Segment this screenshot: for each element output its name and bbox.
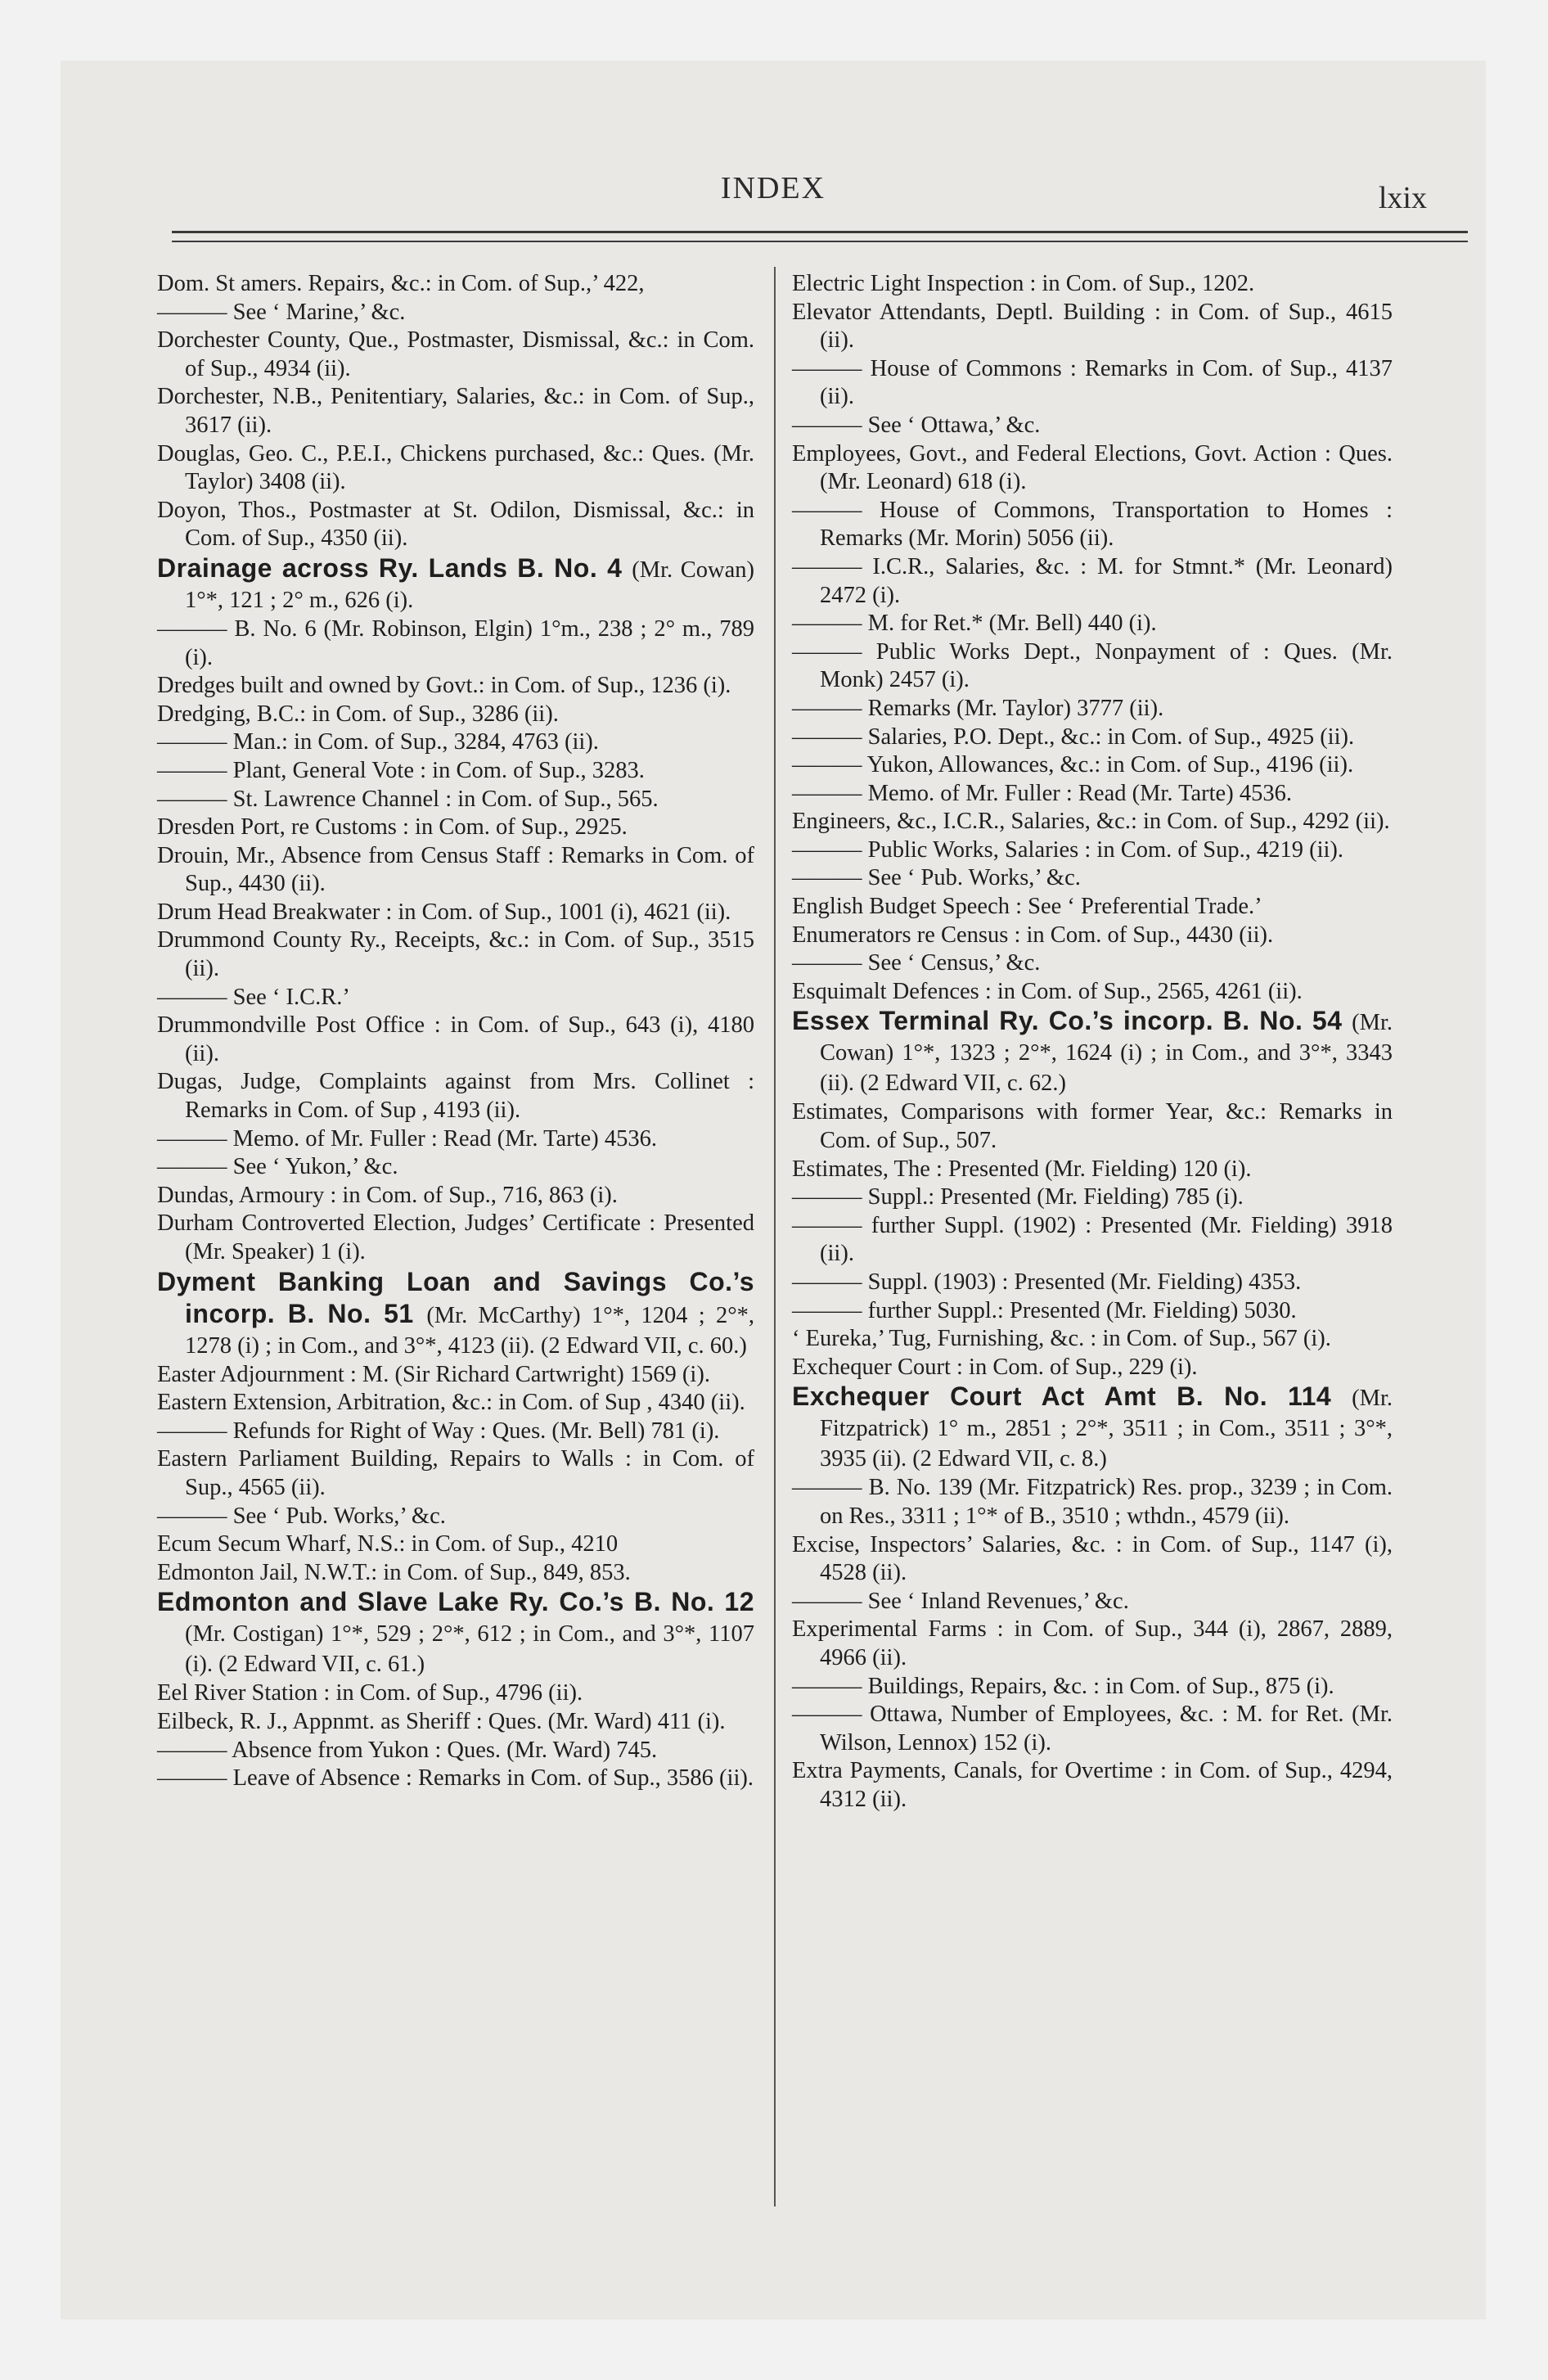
bill-title: Essex Terminal Ry. Co.’s incorp. B. No. 54	[792, 1006, 1352, 1036]
bill-title: Exchequer Court Act Amt B. No. 114	[792, 1382, 1352, 1412]
index-entry: Employees, Govt., and Federal Elections, Govt. Action : Ques. (Mr. Leonard) 618 (i).	[792, 440, 1393, 495]
index-entry: ——— B. No. 6 (Mr. Robinson, Elgin) 1°m., 238 ; 2° m., 789 (i).	[157, 615, 754, 670]
index-entry-bill: Essex Terminal Ry. Co.’s incorp. B. No. 54 (Mr. Cowan) 1°*, 1323 ; 2°*, 1624 (i) ; in Com., and 3°*, 3343 (ii). (2 Edward VII, c. 62.)	[792, 1006, 1393, 1097]
index-entry: ——— See ‘ I.C.R.’	[157, 984, 350, 1010]
index-entry: Eastern Extension, Arbitration, &c.: in Com. of Sup , 4340 (ii).	[157, 1390, 745, 1416]
index-entry: Eel River Station : in Com. of Sup., 4796 (ii).	[157, 1680, 583, 1706]
index-entry-bill: Drainage across Ry. Lands B. No. 4 (Mr. Cowan) 1°*, 121 ; 2° m., 626 (i).	[157, 552, 755, 613]
index-entry-bill: Edmonton and Slave Lake Ry. Co.’s B. No. 12 (Mr. Costigan) 1°*, 529 ; 2°*, 612 ; in Com., and 3°*, 1107 (i). (2 Edward VII, c. 61.)	[157, 1587, 754, 1678]
index-entry: ‘ Eureka,’ Tug, Furnishing, &c. : in Com. of Sup., 567 (i).	[792, 1326, 1331, 1352]
index-entry: ——— St. Lawrence Channel : in Com. of Sup., 565.	[157, 786, 659, 812]
index-entry: Estimates, Comparisons with former Year, &c.: Remarks in Com. of Sup., 507.	[792, 1099, 1393, 1154]
index-entry: Exchequer Court : in Com. of Sup., 229 (i).	[792, 1354, 1198, 1380]
index-entry: Enumerators re Census : in Com. of Sup., 4430 (ii).	[792, 922, 1274, 948]
header-rule-thin	[172, 241, 1468, 242]
index-entry-bill: Exchequer Court Act Amt B. No. 114 (Mr. Fitzpatrick) 1° m., 2851 ; 2°*, 3511 ; in Com., 3511 ; 3°*, 3935 (ii). (2 Edward VII, c. 8.)	[792, 1382, 1393, 1472]
bill-title: Edmonton and Slave Lake Ry. Co.’s B. No. 12	[157, 1587, 754, 1617]
index-entry-bill: Dyment Banking Loan and Savings Co.’s incorp. B. No. 51 (Mr. McCarthy) 1°*, 1204 ; 2°*, 1278 (i) ; in Com., and 3°*, 4123 (ii). (2 Edward VII, c. 60.)	[157, 1266, 754, 1359]
left-column	[157, 270, 754, 1793]
bill-title: Drainage across Ry. Lands B. No. 4	[157, 552, 632, 583]
index-entry: Edmonton Jail, N.W.T.: in Com. of Sup., 849, 853.	[157, 1559, 631, 1585]
index-entry: Estimates, The : Presented (Mr. Fielding) 120 (i).	[792, 1156, 1252, 1182]
index-entry: Esquimalt Defences : in Com. of Sup., 2565, 4261 (ii).	[792, 978, 1303, 1004]
index-entry: Dorchester County, Que., Postmaster, Dismissal, &c.: in Com. of Sup., 4934 (ii).	[157, 327, 754, 381]
index-entry: ——— House of Commons, Transportation to Homes : Remarks (Mr. Morin) 5056 (ii).	[792, 497, 1393, 552]
index-entry: Ecum Secum Wharf, N.S.: in Com. of Sup., 4210	[157, 1531, 619, 1557]
index-entry: ——— Public Works Dept., Nonpayment of : Ques. (Mr. Monk) 2457 (i).	[792, 638, 1393, 693]
index-entry: Excise, Inspectors’ Salaries, &c. : in Com. of Sup., 1147 (i), 4528 (ii).	[792, 1531, 1393, 1586]
index-entry: ——— See ‘ Yukon,’ &c.	[157, 1154, 398, 1180]
index-entry: Dorchester, N.B., Penitentiary, Salaries, &c.: in Com. of Sup., 3617 (ii).	[157, 384, 754, 438]
index-entry: Drummond County Ry., Receipts, &c.: in Com. of Sup., 3515 (ii).	[157, 927, 754, 982]
index-entry: ——— further Suppl.: Presented (Mr. Fielding) 5030.	[792, 1297, 1297, 1323]
index-entry: ——— See ‘ Pub. Works,’ &c.	[157, 1503, 446, 1529]
bill-title: Dyment Banking Loan and Savings Co.’s incorp. B. No. 51	[157, 1266, 754, 1328]
index-entry: Experimental Farms : in Com. of Sup., 344 (i), 2867, 2889, 4966 (ii).	[792, 1616, 1393, 1670]
index-entry: Dresden Port, re Customs : in Com. of Sup., 2925.	[157, 814, 628, 841]
index-entry: ——— Man.: in Com. of Sup., 3284, 4763 (ii).	[157, 729, 599, 755]
header-rule	[172, 231, 1468, 233]
index-entry: Electric Light Inspection : in Com. of Sup., 1202.	[792, 271, 1255, 296]
index-entry: ——— Memo. of Mr. Fuller : Read (Mr. Tarte) 4536.	[157, 1125, 657, 1152]
index-entry: ——— I.C.R., Salaries, &c. : M. for Stmnt.* (Mr. Leonard) 2472 (i).	[792, 553, 1393, 608]
index-entry: Drummondville Post Office : in Com. of Sup., 643 (i), 4180 (ii).	[157, 1012, 754, 1066]
index-entry: Elevator Attendants, Deptl. Building : in Com. of Sup., 4615 (ii).	[792, 299, 1393, 354]
index-entry: ——— Public Works, Salaries : in Com. of Sup., 4219 (ii).	[792, 836, 1344, 863]
index-entry: ——— House of Commons : Remarks in Com. of Sup., 4137 (ii).	[792, 355, 1393, 410]
index-entry: ——— Buildings, Repairs, &c. : in Com. of Sup., 875 (i).	[792, 1673, 1334, 1699]
index-entry: ——— See ‘ Census,’ &c.	[792, 950, 1041, 976]
index-entry: ——— See ‘ Ottawa,’ &c.	[792, 412, 1041, 438]
index-entry: ——— Plant, General Vote : in Com. of Sup., 3283.	[157, 757, 645, 783]
index-entry: ——— Salaries, P.O. Dept., &c.: in Com. of Sup., 4925 (ii).	[792, 723, 1355, 750]
index-entry: ——— Suppl.: Presented (Mr. Fielding) 785 (i).	[792, 1184, 1244, 1210]
index-entry: ——— See ‘ Inland Revenues,’ &c.	[792, 1588, 1129, 1614]
index-entry: ——— Absence from Yukon : Ques. (Mr. Ward) 745.	[157, 1737, 658, 1763]
index-entry: ——— See ‘ Marine,’ &c.	[157, 299, 406, 325]
index-entry: Dundas, Armoury : in Com. of Sup., 716, 863 (i).	[157, 1182, 618, 1208]
index-entry: Drum Head Breakwater : in Com. of Sup., 1001 (i), 4621 (ii).	[157, 899, 731, 925]
index-entry: ——— Leave of Absence : Remarks in Com. of Sup., 3586 (ii).	[157, 1765, 754, 1792]
index-entry: ——— Suppl. (1903) : Presented (Mr. Fielding) 4353.	[792, 1269, 1302, 1295]
index-entry: ——— Ottawa, Number of Employees, &c. : M. for Ret. (Mr. Wilson, Lennox) 152 (i).	[792, 1702, 1393, 1756]
index-entry: Dredging, B.C.: in Com. of Sup., 3286 (ii).	[157, 701, 559, 727]
index-entry: Doyon, Thos., Postmaster at St. Odilon, Dismissal, &c.: in Com. of Sup., 4350 (ii).	[157, 497, 754, 552]
index-entry: ——— Remarks (Mr. Taylor) 3777 (ii).	[792, 695, 1164, 721]
index-page	[61, 61, 1486, 2319]
index-entry: Extra Payments, Canals, for Overtime : in Com. of Sup., 4294, 4312 (ii).	[792, 1758, 1393, 1812]
index-entry: Drouin, Mr., Absence from Census Staff : Remarks in Com. of Sup., 4430 (ii).	[157, 842, 754, 897]
index-entry: Eastern Parliament Building, Repairs to Walls : in Com. of Sup., 4565 (ii).	[157, 1446, 754, 1500]
index-entry: Easter Adjournment : M. (Sir Richard Cartwright) 1569 (i).	[157, 1361, 710, 1387]
index-entry: Dugas, Judge, Complaints against from Mrs. Collinet : Remarks in Com. of Sup , 4193 (ii).	[157, 1069, 754, 1124]
index-entry: Douglas, Geo. C., P.E.I., Chickens purchased, &c.: Ques. (Mr. Taylor) 3408 (ii).	[157, 440, 754, 495]
index-entry: Engineers, &c., I.C.R., Salaries, &c.: in Com. of Sup., 4292 (ii).	[792, 809, 1390, 835]
index-entry: ——— M. for Ret.* (Mr. Bell) 440 (i).	[792, 611, 1157, 637]
index-entry: ——— B. No. 139 (Mr. Fitzpatrick) Res. prop., 3239 ; in Com. on Res., 3311 ; 1°* of B., 3510 ; wthdn., 4579 (ii).	[792, 1475, 1393, 1529]
index-entry: Dredges built and owned by Govt.: in Com. of Sup., 1236 (i).	[157, 673, 731, 699]
index-entry: ——— Yukon, Allowances, &c.: in Com. of Sup., 4196 (ii).	[792, 752, 1354, 778]
right-column	[792, 270, 1393, 1814]
index-entry: Eilbeck, R. J., Appnmt. as Sheriff : Ques. (Mr. Ward) 411 (i).	[157, 1708, 726, 1734]
column-divider	[774, 267, 776, 2206]
index-entry: Durham Controverted Election, Judges’ Certificate : Presented (Mr. Speaker) 1 (i).	[157, 1210, 754, 1264]
index-entry: ——— further Suppl. (1902) : Presented (Mr. Fielding) 3918 (ii).	[792, 1212, 1393, 1267]
page-number: lxix	[1378, 181, 1427, 215]
index-entry: ——— Refunds for Right of Way : Ques. (Mr. Bell) 781 (i).	[157, 1418, 720, 1444]
index-entry: English Budget Speech : See ‘ Preferential Trade.’	[792, 894, 1262, 920]
index-entry: ——— Memo. of Mr. Fuller : Read (Mr. Tarte) 4536.	[792, 780, 1292, 806]
index-entry: ——— See ‘ Pub. Works,’ &c.	[792, 865, 1081, 891]
page-title: INDEX	[720, 171, 826, 205]
index-entry: Dom. St amers. Repairs, &c.: in Com. of Sup.,’ 422,	[157, 271, 645, 296]
